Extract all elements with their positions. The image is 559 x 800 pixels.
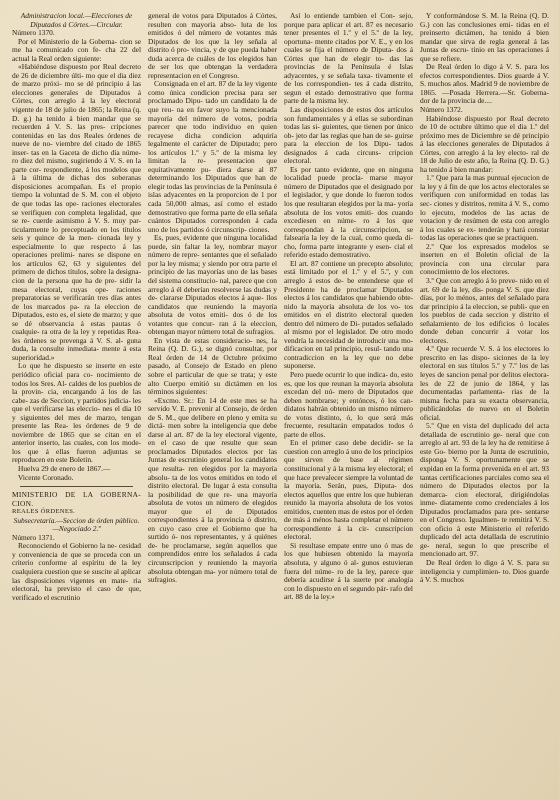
ministry-heading: MINISTERIO DE LA GOBERNA- CION. [12,490,141,508]
column-3 [284,12,413,792]
body-paragraph: Si resultase empate entre uno ó mas de los que hubiesen obtenido la mayoría absoluta, y alguno ó al- gunos estuvieran fuera del núme- ro de la ley, parece que debería acudirse á la suerte por analogía con lo dispuesto en el segundo pár- rafo del art. 88 de la ley.» [284,540,413,602]
signature-line: Huelva 29 de enero de 1867.— [18,463,111,473]
body-paragraph: Pero puede ocurrir lo que indica- do, esto es, que los que reunan la mayoría absoluta excedan del nú- mero de Diputados que deben nombrarse; y entónces, ó los can- didatos habrán obtenido un mismo número de votos distinto, ó, lo que será más frecuente, resultarán empatados todos ó parte de ellos. [284,369,413,439]
body-paragraph: Es, pues, evidente que ninguna localidad puede, sin faltar la ley, nombrar mayor número de repre- sentantes que el señalado por la ley misma; y siendo por otra parte el principio de las mayorías uno de las bases del sistema constitucio- nal, parece que con arreglo á él deberían resolverse las dudas y de- clararse Diputados electos á aque- llos candidatos que reuniendo la mayoría absoluta de votos emiti- dos ó de los votantes que concur- ran á la eleccion, obtengan mayor número total de sufragios. [148,233,277,337]
body-paragraph: Consignada en el art. 87 de la ley vigente como única condicion precisa para ser proclamado Dipu- tado un candidato la de que reu- na en favor suyo la mencionada mayoría del número de votos, podría parecer que todo individuo en quien recayese dicha condicion adquiría legalmente el carácter de Diputado; pero los artículos 1.º y 5.º de la misma ley limitan la re- presentacion que equitativamente pu- diera darse al 87 determinando los Diputados que han de elegir todas las provincias de la Península é islas adyacentes en la proporcion de 1 por cada 50,000 almas, así como el estado demostrativo que forma parte de ella señala cuántos Diputados corresponden á cada uno de los partidos ó circunscrip- ciones. [148,79,277,234]
body-paragraph: Por el Ministerio de la Goberna- cion se me ha comunicado con fe- cha 22 del actual la Real orden siguiente: [12,36,141,63]
department-header: Administracion local.—Elecciones de Diputados á Córtes.—Circular. [20,12,133,29]
column-4 [420,12,549,792]
text-columns [12,12,549,792]
body-paragraph: 2.º Que los expresados modelos se inserten en el Boletin oficial de la provincia con una circular para conocimiento de los electores. [420,241,549,277]
body-paragraph: Lo que he dispuesto se inserte en este periódico oficial para co- nocimiento de todos los Sres. Al- caldes de los pueblos de la provin- cia, encargando á los de las cabe- zas de Seccion, y partidos judicia- les que el verificarse las eleccio- nes el dia 10 y siguientes del mes de marzo, tengan presente las Rea- les órdenes de 9 de noviembre de 1865 que se citan en el anterior inserto, las cuales, con los mode- los que á ellas fueron adjuntas se reproducen en este Boletin. [12,361,141,465]
notice-number: Número 1371. [12,532,55,542]
body-paragraph: Y conformándose S. M. la Reina (Q. D. G.) con las conclusiones emi- tidas en el preinserto dictámen, ha tenido á bien mandar que sirva de regla general á las Juntas de escru- tinio en las operaciones á que se refiere. [420,12,549,63]
body-paragraph: «Excmo. Sr.: En 14 de este mes se ha servido V. E. prevenir al Consejo, de órden de S. M., que delibere en pleno y emita su dictá- men sobre la inteligencia que debe darse al art. 87 de la ley electoral vigente, en el caso de que resulte que sean proclamados Diputados electos por las Juntas de escrutinio general los candidatos que resulta- ren elegidos por la mayoría absolu- ta de los votos emitidos en todo el distrito electoral. De lugar á esta consulta la posibilidad de que re- una mayoría absoluta de votos un número de elegidos mayor que el de Diputados correspondientes á la provincia ó distrito, en cuyo caso cree el Gobierno que ha surtido ó- nos representantes, y á quiénes de- be proclamarse, según aquellos que comprendidos entre los señalados á cada circunscripcion y reuniendo la mayoría absoluta obtengan ma- yor número total de sufragios. [148,395,277,585]
notice-number: Número 1372. [420,105,463,115]
body-paragraph: En vista de estas consideracio- nes, la Reina (Q. D. G.), se dignó consultar, por Real órden de 14 de Octubre próximo pasado, al Consejo de Estado en pleno sobre el particular de que se trata; y este alto Cuerpo emitió su dictámen en los términos siguientes: [148,335,277,397]
body-paragraph: Es por tanto evidente, que en ninguna localidad puede procla- marse mayor número de Diputados que el designado por el legislador, y que donde lo fueron todos los que resultaran elegidos por la ma- yoría absoluta de los votos emiti- dos cuando excediesen en núme- ro á los que correspondan á la circunscripcion, se falsearía la ley de la cual, como queda di- cho, forma parte integrante y esen- cial el referido estado demostrativo. [284,164,413,260]
body-paragraph: 4.º Que recuerde V. S. á los electores lo prescrito en las dispo- siciones de la ley electoral en sus títulos 5.º y 7.º los de las leyes de sancion penal por delitos electora- les de 22 de junio de 1864, y las documentadas parlamenta- rias de la misma fecha para su exacta observancia, publicándolas de nuevo en el Boletin oficial. [420,344,549,422]
notice-number: Número 1370. [12,28,55,38]
body-paragraph: De Real órden lo digo á V. S. para los efectos correspondientes. Dios guarde á V. S. muchos años. Madrid 9 de noviembre de 1865. —Posada Herrera.—Sr. Goberna- dor de la provincia de.... [420,62,549,106]
body-paragraph: El art. 87 contiene un precepto absoluto; está limitado por el 1.º y el 5.º, y con arreglo á estos de- be entenderse que el Presidente ha de proclamar Diputados electos á los candidatos que habiendo obte- nido la mayoría absoluta de los vo- tos emitidos en el distrito electoral queden dentro del número de Di- putados señalado al mismo por el legislador. De otro modo vendría la necesidad de introducir una mo- dificacion en tal principio, resul- tando una contradiccion en la ley que no debe suponerse. [284,258,413,371]
body-paragraph: Las disposiciones de estos dos artículos son fundamentales y á ellas se subordinan todas las si- guientes, que tienen por único ob- jeto dar las reglas que han de se- guirse para la eleccion de los Dipu- tados designados á cada circuns- cripcion electoral. [284,105,413,166]
body-paragraph: Reconociendo el Gobierno la ne- cesidad y conveniencia de que se proceda con un criterio conforme al espíritu de la ley cualquiera cuestion que se suscite al aplicar las disposiciones vigentes en mate- ria electoral, ha previsto el caso de que, verificado el escrutinio [12,541,141,602]
body-paragraph: Así lo entiende tambien el Con- sejo, porque para aplicar el art. 87 es necesario tener presentes el 1.º y el 5.º de la ley, oportuna- mente citados por V. E., y en los cuales se fija el número de Diputa- dos á Córtes que han de elegir to- das las provincias de la Península é Islas adyacentes, y se señala taxa- tivamente el de los correspondien- tes á cada distrito, segun el estado demostrativo que forma parte de la misma ley. [284,12,413,106]
body-paragraph: 5.º Que en vista del duplicado del acta detallada de escrutinio ge- neral que con arreglo al art. 93 de la ley ha de remitirse á este Go- bierno por la Junta de escrutinio, disponga V. S. oportunamente que se expidan en la forma prevenida en el art. 93 tantas certificaciones parciales como sea el número de Diputados electos por la demarca- cion electoral, dirigiéndolas inme- diatamente como credenciales á los Diputados proclamados para pre- sentarse en el Congreso. Igualmen- te remitirá V. S. con oficio á este Ministerio el referido duplicado del acta detallada de escrutinio ge- neral, segun lo que prescribe el mencionado art. 97. [420,421,549,559]
body-paragraph: general de votos para Diputados á Córtes, resulten con mayoría abso- luta de los emitidos ó del número de votantes más Diputados de los que la ley señala al distrito ó pro- vincia, y de que pueda haber duda acerca de cuáles de los elegidos han de ser los que obtengan la verdadera representacion en el Congreso. [148,12,277,80]
signature-line: Vicente Coronado. [18,472,74,482]
column-2 [148,12,277,792]
column-1 [12,12,141,792]
body-paragraph: «Habiéndose dispuesto por Real decreto de 26 de diciembre últi- mo que el dia diez de marzo próxi- mo se dé principio á las elecciones generales de Diputados á Córtes, con arreglo á la ley electoral vigente de 18 de julio de 1865; la Reina (q. D. g.) ha tenido á bien mandar que se recuerden á V. S. las pres- cripciones contenidas en las dos Reales órdenes de nueve de no- viembre del citado de 1865 inser- tas en la Gaceta de dicho día núme- ro diez del mismo, sugiriendo á V. S. en la parte cor- respondiente, á los modelos que á la última de dichas dos soberanas disposiciones acompañan. Es el propio tiempo la voluntad de S. M. con el objeto de que todas las ope- raciones electorales se verifiquen con completa legalidad, que se re- cuerde asimismo á V. S. muy par- ticularmente lo preceptuado en los títulos seis y quince de la men- cionada ley y especialmente lo que respecto á las operaciones prelimi- nares se dispone en los artículos 62, 63 y siguientes del primero de dichos títulos, sobre la designa- cion de la persona que ha de pre- sidir la mesa electoral, cuyas ope- raciones preparatorias se verificarán tres días antes de los marcados pa- ra la eleccion de Diputados, esto es, el siete de marzo; y que se dé observancia á estas pautas ó cualquie- ra otra de la ley y repetidas Rea- les órdenes se prevenga á V. S. al- guna duda, la consulte inmediata- mente á esta superioridad.» [12,62,141,362]
body-paragraph: De Real órden lo digo á V. S. para su inteligencia y cumplimien- to. Dios guarde á V. S. muchos [420,558,549,585]
section-divider [20,486,133,487]
body-paragraph: En el primer caso debe decidir- se la cuestion con arreglo á uno de los principios que sirven de base al régimen constitucional y á la misma ley electoral; el que hace prevalecer siempre la voluntad de la mayoría. Serán, pues, Diputa- dos electos aquellos que entre los que hubieran reunido la mayoría absoluta de los votos emitidos, cuenten mas de estos por el órden de más á ménos hasta completar el número correspondiente á la cir- cunscripcion electoral. [284,438,413,542]
body-paragraph: 3.º Que con arreglo á lo preve- nido en el art. 69 de la ley, dis- ponga V. S. que diez días, por lo ménos, antes del señalado para dar principio á la eleccion, se publi- que en los pueblos de cada seccion y distrito el señalamiento de los edificios ó locales donde deban concurrir á votar los electores. [420,275,549,345]
department-header: Subsecretaría.—Seccion de órden público.—Negociado 2.º [13,515,140,534]
body-paragraph: 1.º Que para la mas puntual ejecucion de la ley y á fin de que los actos electorales se verifiquen con uniformidad en todas las sec- ciones y distritos, remita á V. S., como lo ejecuto, modelos de las actas de votacion y de resúmen de esta con arreglo á los cuales se ex- tenderán y hará constar todas las operaciones que se practiquen. [420,173,549,243]
section-subheading: REALES ÓRDENES. [12,508,76,516]
body-paragraph: Habiéndose dispuesto por Real decreto de 10 de octubre último que el dia 1.º del próximo mes de Diciembre se dé principio á las elecciones generales de Diputados á Córtes, con arreglo á la ley electo- ral de 18 de Julio de este año, la Reina (Q. D. G.) ha tenido á bien mandar: [420,113,549,174]
